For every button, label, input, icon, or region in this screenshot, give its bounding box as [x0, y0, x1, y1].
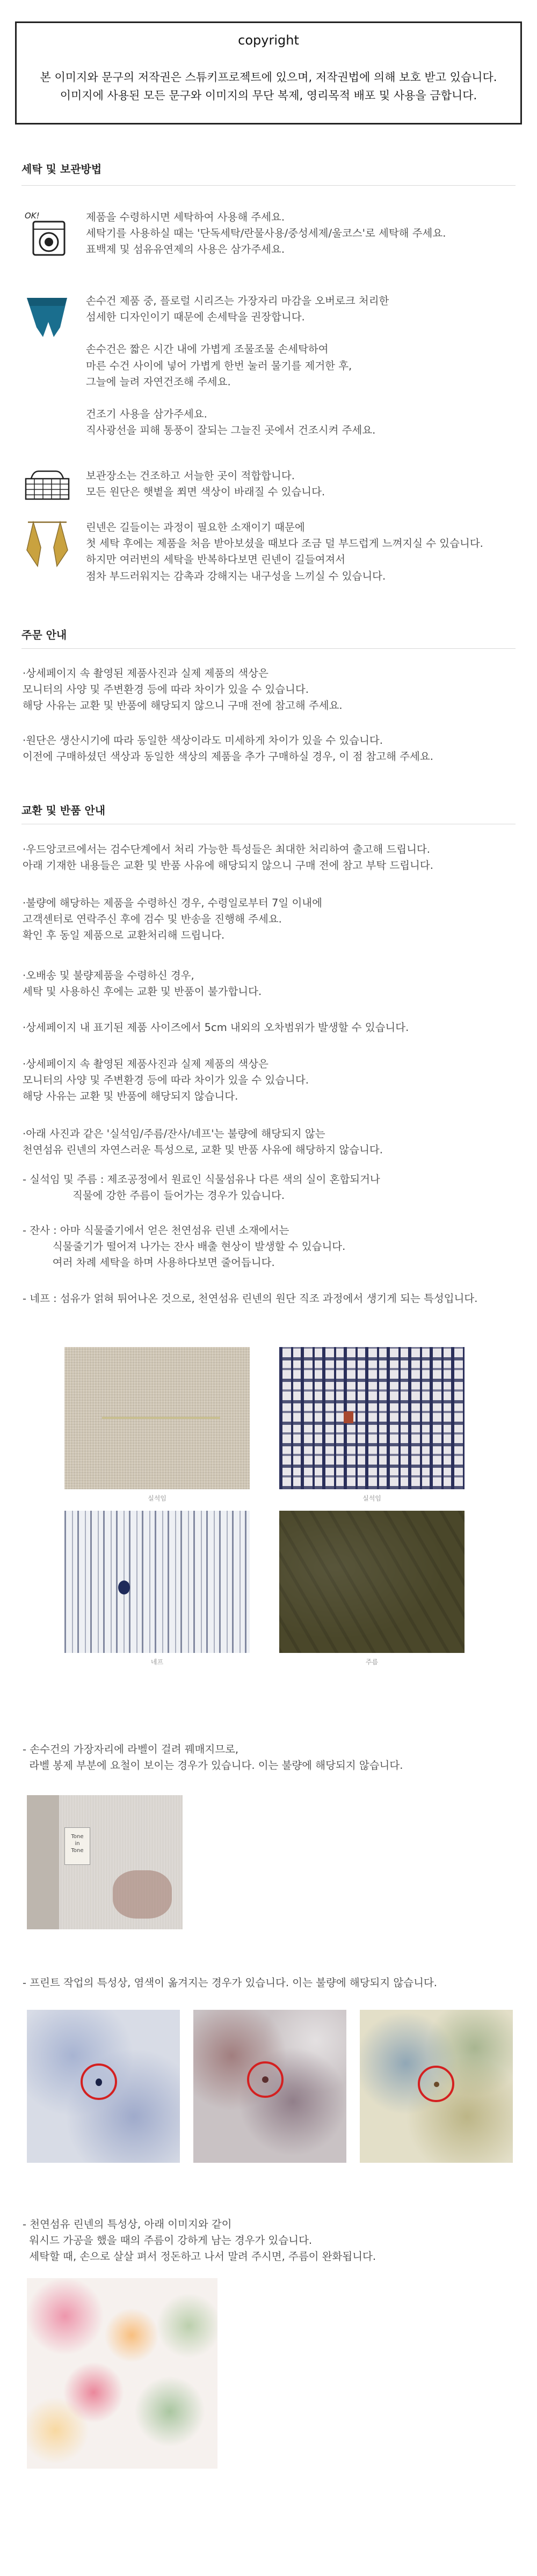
- care-hand-line: 섬세한 디자인이기 때문에 손세탁을 권장합니다.: [86, 311, 305, 324]
- exchange-notice-3: [23, 968, 527, 1000]
- copyright-line-2: 이미지에 사용된 모든 문구와 이미지의 무단 복제, 영리목적 배포 및 사용을 금합니다.: [60, 89, 477, 102]
- copyright-title: copyright: [238, 33, 299, 48]
- print-transfer-photo-3: [360, 2010, 513, 2163]
- order-line: ·원단은 생산시기에 따라 동일한 색상이라도 미세하게 차이가 있을 수 있습니다.: [23, 734, 383, 747]
- wrinkle-note-line: 워시드 가공을 했을 때의 주름이 강하게 남는 경우가 있습니다.: [23, 2234, 313, 2247]
- exchange-line: ·아래 사진과 같은 '실석임/주름/잔사/네프'는 불량에 해당되지 않는: [23, 1128, 325, 1140]
- care-linen-line: 하지만 여러번의 세탁을 반복하다보면 린넨이 길들여져서: [86, 553, 346, 566]
- label-photo: [27, 1795, 183, 1929]
- order-notice-1: [23, 665, 527, 714]
- defect-highlight-circle: [81, 2063, 117, 2100]
- exchange-line: ·오배송 및 불량제품을 수령하신 경우,: [23, 969, 194, 982]
- order-divider: [21, 648, 516, 649]
- storage-basket-icon: [21, 467, 72, 509]
- care-storage-line: 모든 원단은 햇볕을 쬐면 색상이 바래질 수 있습니다.: [86, 486, 325, 499]
- label-note-line: - 손수건의 가장자리에 라벨이 걸려 꿰매지므로,: [23, 1743, 239, 1755]
- care-hand-line: 마른 수건 사이에 넣어 가볍게 한번 눌러 물기를 제거한 후,: [86, 359, 352, 372]
- fabric-photo-slub-1: [64, 1347, 250, 1489]
- care-hand-line: 손수건 제품 중, 플로럴 시리즈는 가장자리 마감을 오버로크 처리한: [86, 295, 389, 307]
- label-note: [23, 1741, 527, 1774]
- caption-nep: 네프: [150, 1658, 164, 1666]
- care-storage-line: 보관장소는 건조하고 서늘한 곳이 적합합니다.: [86, 470, 295, 482]
- caption-slub-2: 실석임: [362, 1495, 381, 1502]
- exchange-notice-4: [23, 1020, 527, 1036]
- order-line: ·상세페이지 속 촬영된 제품사진과 실제 제품의 색상은: [23, 667, 268, 679]
- care-divider: [21, 185, 516, 186]
- defect-highlight-circle: [247, 2061, 284, 2098]
- exchange-notice-7: [23, 1172, 527, 1204]
- fabric-photo-slub-2: [279, 1347, 465, 1489]
- care-linen-line: 첫 세탁 후에는 제품을 처음 받아보셨을 때보다 조금 덜 부드럽게 느껴지실 수 있습니다.: [86, 537, 483, 550]
- order-line: 모니터의 사양 및 주변환경 등에 따라 차이가 있을 수 있습니다.: [23, 683, 309, 696]
- wrinkle-floral-photo: [27, 2278, 217, 2469]
- exchange-notice-6: [23, 1126, 527, 1158]
- exchange-line: - 잔사 : 아마 식물줄기에서 얻은 천연섬유 린넨 소재에서는: [23, 1224, 289, 1236]
- care-hand-spacer: [86, 325, 526, 341]
- exchange-line: 여러 차례 세탁을 하며 사용하다보면 줄어듭니다.: [23, 1256, 275, 1269]
- exchange-notice-9: [23, 1291, 527, 1307]
- care-hand-wash-text: [86, 293, 526, 439]
- sewn-label: Tone in Tone: [64, 1827, 90, 1865]
- exchange-line: 모니터의 사양 및 주변환경 등에 따라 차이가 있을 수 있습니다.: [23, 1074, 309, 1087]
- exchange-line: ·불량에 해당하는 제품을 수령하신 경우, 수령일로부터 7일 이내에: [23, 897, 322, 909]
- care-storage-text: [86, 468, 526, 500]
- nep-mark: [118, 1580, 130, 1594]
- exchange-line: 식물줄기가 떨어져 나가는 잔사 배출 현상이 발생할 수 있습니다.: [23, 1240, 346, 1253]
- linen-drape-icon: [21, 518, 72, 574]
- label-note-line: 라벨 봉제 부분에 요철이 보이는 경우가 있습니다. 이는 불량에 해당되지 않습니다.: [23, 1759, 403, 1772]
- defect-highlight-circle: [418, 2066, 454, 2102]
- care-wash-text: [86, 209, 526, 258]
- exchange-line: 해당 사유는 교환 및 반품에 해당되지 않습니다.: [23, 1090, 238, 1103]
- exchange-line: - 실석임 및 주름 : 제조공정에서 원료인 식물섬유나 다른 색의 실이 혼합되거나: [23, 1173, 380, 1185]
- copyright-notice: [15, 21, 522, 125]
- care-wash-line: 표백제 및 섬유유연제의 사용은 삼가주세요.: [86, 243, 285, 256]
- care-section-title: 세탁 및 보관방법: [21, 163, 102, 175]
- order-line: 이전에 구매하셨던 색상과 동일한 색상의 제품을 추가 구매하실 경우, 이 점 참고해 주세요.: [23, 750, 433, 763]
- wrinkle-note: [23, 2216, 527, 2265]
- exchange-line: 세탁 및 사용하신 후에는 교환 및 반품이 불가합니다.: [23, 985, 262, 998]
- caption-wrinkle: 주름: [365, 1658, 379, 1666]
- print-note: [23, 1975, 527, 1991]
- order-section-title: 주문 안내: [21, 628, 67, 641]
- label-photo-print: [113, 1870, 172, 1919]
- exchange-line: 천연섬유 린넨의 자연스러운 특성으로, 교환 및 반품 사유에 해당하지 않습니다.: [23, 1144, 383, 1157]
- label-photo-shadow: [27, 1795, 59, 1929]
- print-note-line: - 프린트 작업의 특성상, 염색이 옮겨지는 경우가 있습니다. 이는 불량에 해당되지 않습니다.: [23, 1977, 437, 1989]
- exchange-line: ·상세페이지 속 촬영된 제품사진과 실제 제품의 색상은: [23, 1058, 268, 1070]
- copyright-line-1: 본 이미지와 문구의 저작권은 스튜키프로젝트에 있으며, 저작권법에 의해 보호 받고 있습니다.: [40, 71, 497, 84]
- slub-color-mark: [344, 1411, 353, 1423]
- hand-wash-icon: [21, 290, 72, 346]
- wash-ok-label: OK!: [25, 211, 40, 221]
- order-notice-2: [23, 733, 527, 765]
- care-hand-line: 그늘에 늘려 자연건조해 주세요.: [86, 375, 231, 388]
- exchange-line: 확인 후 동일 제품으로 교환처리해 드립니다.: [23, 929, 225, 942]
- care-linen-line: 린넨은 길들이는 과정이 필요한 소재이기 때문에: [86, 521, 305, 533]
- care-hand-line: 직사광선을 피해 통풍이 잘되는 그늘진 곳에서 건조시켜 주세요.: [86, 424, 376, 437]
- exchange-notice-1: [23, 841, 527, 874]
- care-hand-spacer: [86, 390, 526, 406]
- care-wash-line: 세탁기를 사용하실 때는 '단독세탁/란물사용/중성세제/울코스'로 세탁해 주세요.: [86, 227, 446, 240]
- care-linen-text: [86, 519, 526, 584]
- washing-machine-icon: [21, 207, 72, 262]
- exchange-line: - 네프 : 섬유가 얽혀 튀어나온 것으로, 천연섬유 린넨의 원단 직조 과정에서 생기게 되는 특성입니다.: [23, 1292, 478, 1305]
- order-line: 해당 사유는 교환 및 반품에 해당되지 않으니 구매 전에 참고해 주세요.: [23, 699, 343, 712]
- exchange-line: 직물에 강한 주름이 들어가는 경우가 있습니다.: [23, 1189, 285, 1202]
- exchange-notice-2: [23, 895, 527, 944]
- exchange-notice-8: [23, 1223, 527, 1271]
- exchange-line: 고객센터로 연락주신 후에 검수 및 반송을 진행해 주세요.: [23, 913, 282, 926]
- care-hand-line: 손수건은 짧은 시간 내에 가볍게 조물조물 손세탁하여: [86, 343, 329, 356]
- exchange-line: ·상세페이지 내 표기된 제품 사이즈에서 5cm 내외의 오차범위가 발생할 수 있습니다.: [23, 1021, 409, 1034]
- print-transfer-photo-2: [193, 2010, 346, 2163]
- care-wash-line: 제품을 수령하시면 세탁하여 사용해 주세요.: [86, 211, 285, 223]
- caption-slub-1: 실석임: [148, 1495, 166, 1502]
- care-hand-line: 건조기 사용을 삼가주세요.: [86, 408, 207, 421]
- exchange-notice-5: [23, 1056, 527, 1105]
- wrinkle-note-line: 세탁할 때, 손으로 살살 펴서 정돈하고 나서 말려 주시면, 주름이 완화됩니다.: [23, 2250, 376, 2263]
- wrinkle-note-line: - 천연섬유 린넨의 특성상, 아래 이미지와 같이: [23, 2218, 232, 2230]
- slub-thread-mark: [102, 1417, 220, 1419]
- exchange-section-title: 교환 및 반품 안내: [21, 804, 106, 817]
- print-transfer-photo-1: [27, 2010, 180, 2163]
- fabric-photo-nep: [64, 1511, 250, 1653]
- fabric-photo-wrinkle: [279, 1511, 465, 1653]
- care-linen-line: 점차 부드러워지는 감촉과 강해지는 내구성을 느끼실 수 있습니다.: [86, 569, 386, 582]
- exchange-line: 아래 기재한 내용들은 교환 및 반품 사유에 해당되지 않으니 구매 전에 참고 부탁 드립니다.: [23, 859, 433, 872]
- exchange-line: ·우드앙코르에서는 검수단계에서 처리 가능한 특성들은 최대한 처리하여 출고해 드립니다.: [23, 843, 430, 855]
